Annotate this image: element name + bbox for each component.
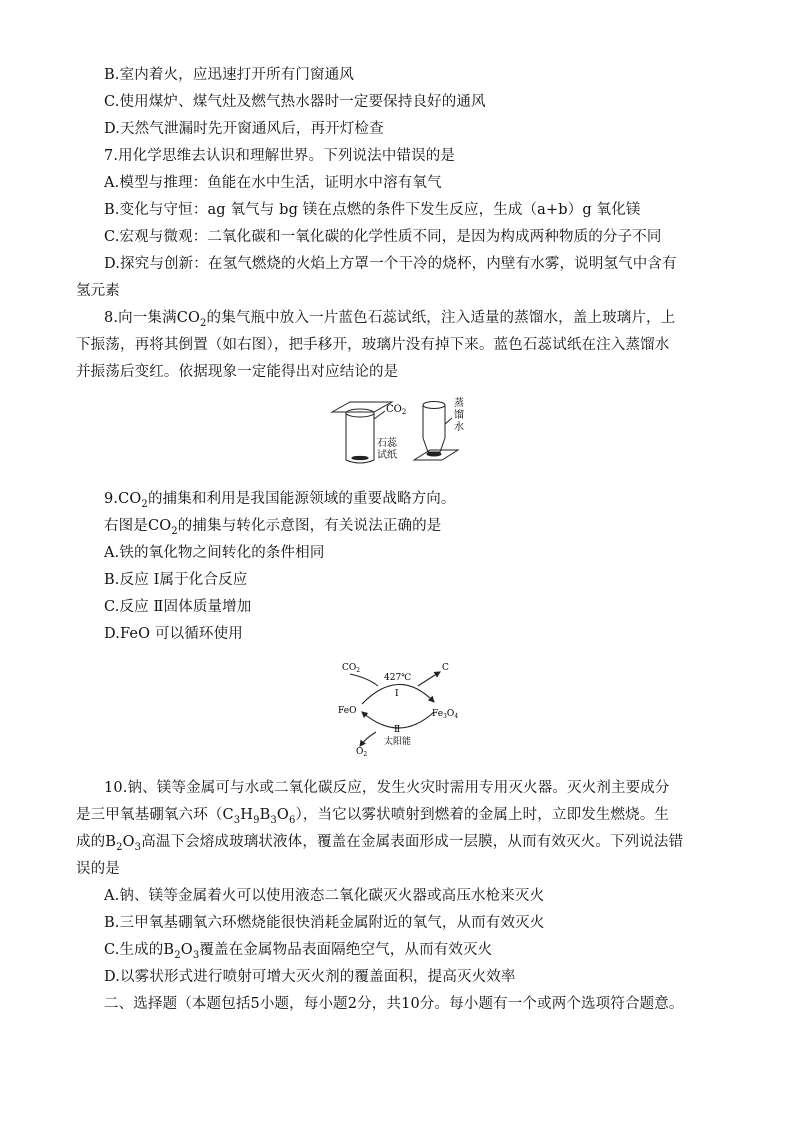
q7-option-c: C.宏观与微观：二氧化碳和一氧化碳的化学性质不同，是因为构成两种物质的分子不同 [104, 229, 662, 245]
jar-right-top [423, 402, 445, 409]
q6-option-b: B.室内着火，应迅速打开所有门窗通风 [104, 67, 354, 83]
q9-option-c: C.反应 Ⅱ固体质量增加 [104, 599, 252, 615]
q8-stem-line1: 8.向一集满$CO_2$的集气瓶中放入一片蓝色石蕊试纸，注入适量的蒸馏水，盖上玻璃片，上 [104, 310, 676, 329]
q7-option-d: D.探究与创新：在氢气燃烧的火焰上方罩一个干冷的烧杯，内壁有水雾，说明氢气中含有 [104, 256, 677, 272]
q6-option-d: D.天然气泄漏时先开窗通风后，再开灯检查 [104, 121, 384, 137]
q10-stem-line4: 误的是 [76, 861, 120, 877]
q9-option-a: A.铁的氧化物之间转化的条件相同 [104, 545, 325, 561]
label-co2: $CO_2$ [342, 663, 361, 674]
jar-left-bottom [346, 460, 374, 463]
label-feo: FeO [338, 706, 357, 716]
q10-option-a: A.钠、镁等金属着火可以使用液态二氧化碳灭火器或高压水枪来灭火 [104, 888, 545, 904]
label-litmus-1: 石蕊 [377, 438, 397, 449]
q9-option-b: B.反应 Ⅰ属于化合反应 [104, 572, 248, 588]
q7-option-d-cont: 氢元素 [76, 283, 120, 299]
q8-stem-line3: 并振荡后变红。依据现象一定能得出对应结论的是 [76, 364, 399, 380]
q10-stem-line1: 10.钠、镁等金属可与水或二氧化碳反应，发生火灾时需用专用灭火器。灭火剂主要成分 [104, 780, 670, 796]
c-out-arrow [418, 672, 440, 686]
label-co2: $CO_2$ [386, 404, 407, 416]
q10-option-c: C.生成的$B_2O_3$覆盖在金属物品表面隔绝空气，从而有效灭火 [104, 942, 493, 961]
q10-option-b: B.三甲氧基硼氧六环燃烧能很快消耗金属附近的氧气，从而有效灭火 [104, 915, 545, 931]
jar-left-top [346, 409, 374, 417]
water-pointer [445, 418, 452, 424]
q10-option-d: D.以雾状形式进行喷射可增大灭火剂的覆盖面积，提高灭火效率 [104, 969, 516, 985]
q7-option-a: A.模型与推理：鱼能在水中生活，证明水中溶有氧气 [104, 175, 442, 191]
label-c: C [442, 663, 449, 673]
label-litmus-2: 试纸 [377, 450, 397, 461]
section-2-heading: 二、选择题（本题包括5小题，每小题2分，共10分。每小题有一个或两个选项符合题意。 [104, 996, 684, 1012]
label-water-3: 水 [454, 422, 464, 433]
label-solar: 太阳能 [384, 737, 412, 747]
label-temp: 427℃ [384, 673, 412, 683]
q9-figure [334, 656, 464, 756]
q10-stem-line2: 是三甲氧基硼氧六环$(C_3H_9B_3O_6)$，当它以雾状喷射到燃着的金属上时，立即发生燃烧。生 [76, 807, 670, 826]
q7-option-b: B.变化与守恒：ag 氧气与 bg 镁在点燃的条件下发生反应，生成（a+b）g 氧化镁 [104, 202, 641, 218]
label-o2: $O_2$ [356, 747, 368, 756]
q9-stem-line2: 右图是$CO_2$的捕集与转化示意图，有关说法正确的是 [104, 518, 442, 537]
litmus-paper [352, 456, 368, 459]
label-water-2: 馏 [454, 410, 464, 421]
co2-cycle-diagram [334, 656, 464, 756]
water-drop [427, 452, 441, 456]
q7-stem: 7.用化学思维去认识和理解世界。下列说法中错误的是 [104, 148, 456, 164]
co2-pointer [374, 411, 385, 419]
label-reaction-2: Ⅱ [394, 725, 401, 735]
q8-figure [330, 394, 470, 468]
q9-option-d: D.FeO 可以循环使用 [104, 626, 243, 642]
label-reaction-1: Ⅰ [395, 689, 399, 699]
o2-out-arrow [360, 732, 376, 746]
q8-stem-line2: 下振荡，再将其倒置（如右图），把手移开，玻璃片没有掉下来。蓝色石蕊试纸在注入蒸馏水 [76, 337, 670, 353]
q6-option-c: C.使用煤炉、煤气灶及燃气热水器时一定要保持良好的通风 [104, 94, 486, 110]
co2-in-arrow [350, 674, 378, 686]
gas-jar-diagram [330, 394, 470, 468]
q9-stem-line1: $9.CO_2$的捕集和利用是我国能源领域的重要战略方向。 [104, 491, 456, 510]
glass-plate-left [332, 402, 392, 412]
label-water-1: 蒸 [454, 398, 464, 409]
q10-stem-line3: 成的$B_2O_3$高温下会熔成玻璃状液体，覆盖在金属表面形成一层膜，从而有效灭火。下列说法错 [76, 834, 684, 853]
label-fe3o4: $Fe_3O_4$ [432, 709, 459, 720]
